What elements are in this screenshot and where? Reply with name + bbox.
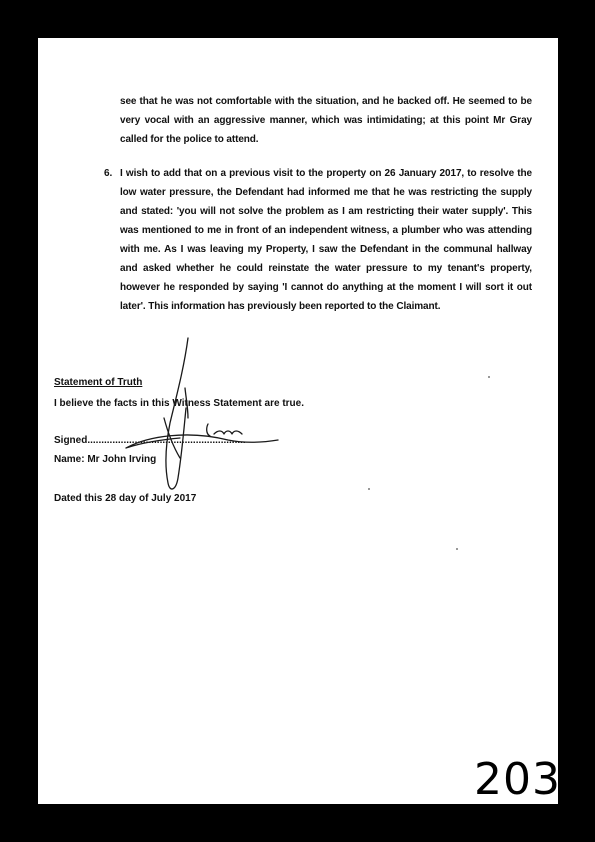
page-number: 203	[474, 754, 561, 805]
signatory-name: Name: Mr John Irving	[54, 454, 157, 465]
date-line: Dated this 28 day of July 2017	[54, 493, 197, 504]
belief-statement: I believe the facts in this Witness Statement are true.	[54, 398, 304, 409]
paragraph-number: 6.	[104, 168, 113, 179]
handwritten-signature	[38, 38, 558, 804]
scan-speck	[488, 376, 490, 378]
paragraph-continued-text: see that he was not comfortable with the situation, and he backed off. He seemed to be very vocal with an aggressive manner, which was intimidating; at this point Mr Gray called for the police to attend.	[120, 96, 532, 145]
document-page	[38, 38, 561, 805]
statement-of-truth-heading: Statement of Truth	[54, 377, 143, 388]
scan-speck	[368, 488, 370, 490]
signed-line: Signed.........................................................	[54, 435, 246, 446]
paragraph-6-text: I wish to add that on a previous visit to the property on 26 January 2017, to resolve the low water pressure, the Defendant had informed me that he was restricting the supply and stated: 'you will not solve the problem as I am restricting their water supply'. This was mentioned to me in front of an independent witness, a plumber who was attending with me. As I was leaving my Property, I saw the Defendant in the communal hallway and asked whether he could reinstate the water pressure to my tenant's property, however he responded by saying 'I cannot do anything at the moment I will sort it out later'. This information has previously been reported to the Claimant.	[120, 168, 532, 312]
scan-speck	[456, 548, 458, 550]
